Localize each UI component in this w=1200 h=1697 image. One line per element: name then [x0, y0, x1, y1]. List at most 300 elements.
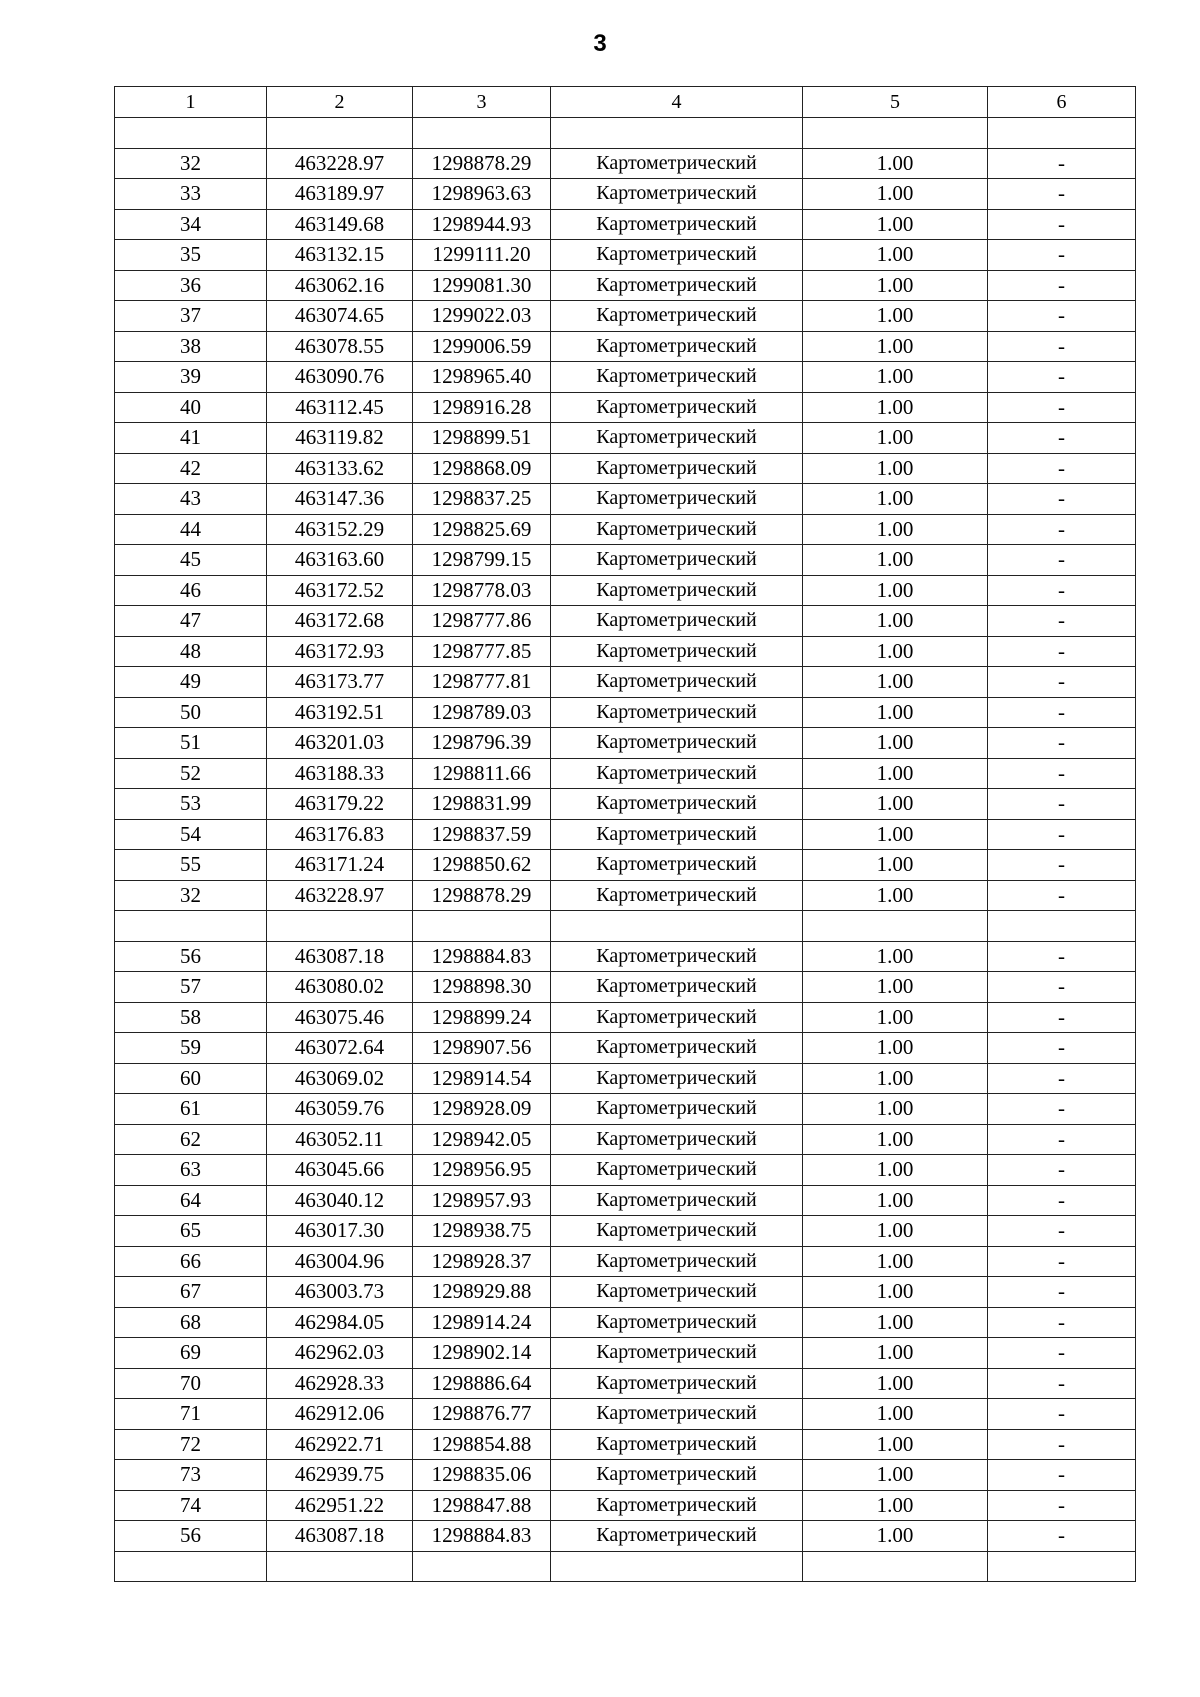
- table-cell: Картометрический: [551, 789, 803, 820]
- table-cell: Картометрический: [551, 545, 803, 576]
- table-row: [115, 1460, 1136, 1491]
- table-cell: 1299081.30: [413, 270, 551, 301]
- table-cell: 1298929.88: [413, 1277, 551, 1308]
- table-cell: 462939.75: [267, 1460, 413, 1491]
- table-cell: 462922.71: [267, 1429, 413, 1460]
- table-cell: [115, 1551, 267, 1582]
- table-cell: 56: [115, 941, 267, 972]
- table-cell: 54: [115, 819, 267, 850]
- table-cell: 50: [115, 697, 267, 728]
- table-cell: -: [988, 270, 1136, 301]
- table-cell: -: [988, 1399, 1136, 1430]
- table-cell: 69: [115, 1338, 267, 1369]
- table-cell: 462912.06: [267, 1399, 413, 1430]
- table-row: [115, 148, 1136, 179]
- column-header: 3: [413, 87, 551, 118]
- table-cell: 1.00: [803, 392, 988, 423]
- table-cell: 1298837.59: [413, 819, 551, 850]
- table-cell: -: [988, 1521, 1136, 1552]
- table-row: [115, 301, 1136, 332]
- table-cell: [413, 1551, 551, 1582]
- table-cell: 463112.45: [267, 392, 413, 423]
- table-cell: Картометрический: [551, 606, 803, 637]
- table-cell: 1.00: [803, 453, 988, 484]
- table-cell: 1298789.03: [413, 697, 551, 728]
- table-cell: Картометрический: [551, 1246, 803, 1277]
- table-cell: 71: [115, 1399, 267, 1430]
- table-cell: Картометрический: [551, 1338, 803, 1369]
- table-cell: 1298944.93: [413, 209, 551, 240]
- table-cell: -: [988, 972, 1136, 1003]
- table-cell: 1.00: [803, 270, 988, 301]
- table-cell: 38: [115, 331, 267, 362]
- table-cell: Картометрический: [551, 1429, 803, 1460]
- table-cell: 1298850.62: [413, 850, 551, 881]
- table-cell: -: [988, 667, 1136, 698]
- table-cell: 463078.55: [267, 331, 413, 362]
- table-cell: Картометрический: [551, 1521, 803, 1552]
- table-cell: -: [988, 697, 1136, 728]
- table-cell: 1.00: [803, 789, 988, 820]
- table-cell: Картометрический: [551, 1002, 803, 1033]
- table-cell: 463176.83: [267, 819, 413, 850]
- table-cell: -: [988, 819, 1136, 850]
- table-cell: Картометрический: [551, 850, 803, 881]
- table-cell: 1298928.09: [413, 1094, 551, 1125]
- table-row: [115, 1063, 1136, 1094]
- column-header: 1: [115, 87, 267, 118]
- table-row: [115, 1124, 1136, 1155]
- table-cell: 463062.16: [267, 270, 413, 301]
- table-cell: -: [988, 362, 1136, 393]
- table-cell: 64: [115, 1185, 267, 1216]
- table-row: [115, 728, 1136, 759]
- table-cell: 1298914.54: [413, 1063, 551, 1094]
- table-cell: -: [988, 423, 1136, 454]
- table-cell: Картометрический: [551, 1155, 803, 1186]
- table-cell: 462951.22: [267, 1490, 413, 1521]
- table-cell: 463228.97: [267, 148, 413, 179]
- table-row: [115, 1368, 1136, 1399]
- table-cell: 1298811.66: [413, 758, 551, 789]
- table-cell: -: [988, 1307, 1136, 1338]
- table-cell: -: [988, 1460, 1136, 1491]
- table-cell: 1298928.37: [413, 1246, 551, 1277]
- table-cell: 1298837.25: [413, 484, 551, 515]
- table-cell: -: [988, 484, 1136, 515]
- table-cell: 1298878.29: [413, 880, 551, 911]
- table-cell: 1298938.75: [413, 1216, 551, 1247]
- table-row: [115, 1429, 1136, 1460]
- table-cell: 1.00: [803, 1063, 988, 1094]
- table-row: [115, 1338, 1136, 1369]
- table-row: [115, 819, 1136, 850]
- table-cell: 1.00: [803, 880, 988, 911]
- table-cell: 1.00: [803, 850, 988, 881]
- table-cell: 58: [115, 1002, 267, 1033]
- table-cell: 43: [115, 484, 267, 515]
- table-cell: Картометрический: [551, 880, 803, 911]
- table-cell: -: [988, 1094, 1136, 1125]
- table-cell: 463173.77: [267, 667, 413, 698]
- table-row: [115, 972, 1136, 1003]
- table-cell: [988, 118, 1136, 149]
- table-cell: 463119.82: [267, 423, 413, 454]
- table-cell: 1298778.03: [413, 575, 551, 606]
- table-cell: -: [988, 789, 1136, 820]
- table-cell: 1298777.86: [413, 606, 551, 637]
- table-cell: 47: [115, 606, 267, 637]
- table-cell: 463017.30: [267, 1216, 413, 1247]
- table-cell: Картометрический: [551, 819, 803, 850]
- table-cell: [267, 118, 413, 149]
- table-cell: 68: [115, 1307, 267, 1338]
- table-cell: 463080.02: [267, 972, 413, 1003]
- table-cell: 33: [115, 179, 267, 210]
- table-cell: 57: [115, 972, 267, 1003]
- table-cell: Картометрический: [551, 758, 803, 789]
- table-row: [115, 1399, 1136, 1430]
- table-row: [115, 270, 1136, 301]
- table-cell: 1.00: [803, 514, 988, 545]
- table-cell: 463074.65: [267, 301, 413, 332]
- table-cell: 1298777.85: [413, 636, 551, 667]
- table-cell: Картометрический: [551, 1124, 803, 1155]
- table-row: [115, 1185, 1136, 1216]
- table-cell: [551, 1551, 803, 1582]
- column-header: 2: [267, 87, 413, 118]
- table-cell: -: [988, 1033, 1136, 1064]
- table-row: [115, 484, 1136, 515]
- table-cell: Картометрический: [551, 667, 803, 698]
- table-row: [115, 606, 1136, 637]
- table-cell: Картометрический: [551, 941, 803, 972]
- table-cell: 72: [115, 1429, 267, 1460]
- table-cell: Картометрический: [551, 301, 803, 332]
- table-cell: -: [988, 1429, 1136, 1460]
- table-cell: -: [988, 240, 1136, 271]
- table-cell: [413, 911, 551, 942]
- table-cell: Картометрический: [551, 392, 803, 423]
- table-cell: Картометрический: [551, 240, 803, 271]
- table-cell: 463201.03: [267, 728, 413, 759]
- table-cell: 1299111.20: [413, 240, 551, 271]
- table-cell: 55: [115, 850, 267, 881]
- table-cell: -: [988, 606, 1136, 637]
- table-row: [115, 1155, 1136, 1186]
- table-cell: 1.00: [803, 240, 988, 271]
- table-cell: 1.00: [803, 1124, 988, 1155]
- table-cell: 53: [115, 789, 267, 820]
- table-cell: 1.00: [803, 1338, 988, 1369]
- table-cell: 44: [115, 514, 267, 545]
- table-cell: 1.00: [803, 728, 988, 759]
- table-cell: -: [988, 1490, 1136, 1521]
- table-cell: [115, 911, 267, 942]
- table-cell: 46: [115, 575, 267, 606]
- table-cell: 463090.76: [267, 362, 413, 393]
- table-cell: [551, 118, 803, 149]
- table-row: [115, 1277, 1136, 1308]
- table-cell: 1.00: [803, 667, 988, 698]
- table-cell: 463149.68: [267, 209, 413, 240]
- table-cell: 463228.97: [267, 880, 413, 911]
- table-cell: 1298831.99: [413, 789, 551, 820]
- table-row: [115, 1033, 1136, 1064]
- table-cell: 37: [115, 301, 267, 332]
- table-cell: Картометрический: [551, 514, 803, 545]
- table-cell: -: [988, 514, 1136, 545]
- table-cell: 59: [115, 1033, 267, 1064]
- table-cell: 51: [115, 728, 267, 759]
- table-cell: 1298907.56: [413, 1033, 551, 1064]
- table-cell: 463152.29: [267, 514, 413, 545]
- table-cell: 1.00: [803, 301, 988, 332]
- table-row: [115, 911, 1136, 942]
- table-cell: 42: [115, 453, 267, 484]
- table-cell: 1.00: [803, 1368, 988, 1399]
- table-cell: 1.00: [803, 1094, 988, 1125]
- table-row: [115, 118, 1136, 149]
- table-cell: 463040.12: [267, 1185, 413, 1216]
- table-cell: Картометрический: [551, 1185, 803, 1216]
- table-cell: -: [988, 1155, 1136, 1186]
- table-cell: Картометрический: [551, 148, 803, 179]
- table-cell: 1.00: [803, 1033, 988, 1064]
- table-cell: -: [988, 1277, 1136, 1308]
- table-cell: 1.00: [803, 697, 988, 728]
- table-cell: 45: [115, 545, 267, 576]
- table-cell: 463172.52: [267, 575, 413, 606]
- table-cell: 1.00: [803, 331, 988, 362]
- table-cell: 32: [115, 880, 267, 911]
- table-cell: 56: [115, 1521, 267, 1552]
- table-cell: 463188.33: [267, 758, 413, 789]
- table-cell: 1298876.77: [413, 1399, 551, 1430]
- table-cell: 1299022.03: [413, 301, 551, 332]
- table-cell: -: [988, 758, 1136, 789]
- table-cell: 463172.93: [267, 636, 413, 667]
- table-row: [115, 1094, 1136, 1125]
- table-row: [115, 545, 1136, 576]
- table-cell: 1.00: [803, 423, 988, 454]
- table-cell: 1298884.83: [413, 941, 551, 972]
- table-cell: -: [988, 1185, 1136, 1216]
- table-cell: 463059.76: [267, 1094, 413, 1125]
- table-cell: 41: [115, 423, 267, 454]
- table-cell: Картометрический: [551, 972, 803, 1003]
- table-cell: 463171.24: [267, 850, 413, 881]
- table-row: [115, 636, 1136, 667]
- table-cell: Картометрический: [551, 1277, 803, 1308]
- table-cell: 1.00: [803, 606, 988, 637]
- table-cell: 1.00: [803, 758, 988, 789]
- table-cell: 463052.11: [267, 1124, 413, 1155]
- table-cell: [803, 1551, 988, 1582]
- table-cell: -: [988, 331, 1136, 362]
- table-cell: 1298916.28: [413, 392, 551, 423]
- table-cell: Картометрический: [551, 1460, 803, 1491]
- table-row: [115, 423, 1136, 454]
- table-cell: 1298963.63: [413, 179, 551, 210]
- table-cell: 463132.15: [267, 240, 413, 271]
- table-cell: 1298777.81: [413, 667, 551, 698]
- table-cell: 1298942.05: [413, 1124, 551, 1155]
- table-cell: -: [988, 1002, 1136, 1033]
- table-cell: [988, 911, 1136, 942]
- table-row: [115, 179, 1136, 210]
- table-cell: Картометрический: [551, 453, 803, 484]
- table-cell: 1.00: [803, 545, 988, 576]
- table-cell: 36: [115, 270, 267, 301]
- table-cell: 1.00: [803, 972, 988, 1003]
- table-cell: Картометрический: [551, 209, 803, 240]
- table-cell: 1.00: [803, 1307, 988, 1338]
- table-cell: -: [988, 941, 1136, 972]
- table-cell: 1298902.14: [413, 1338, 551, 1369]
- table-cell: -: [988, 728, 1136, 759]
- table-cell: 35: [115, 240, 267, 271]
- table-cell: 1298825.69: [413, 514, 551, 545]
- table-cell: 1.00: [803, 575, 988, 606]
- table-row: [115, 1002, 1136, 1033]
- table-cell: 463087.18: [267, 1521, 413, 1552]
- table-cell: 1.00: [803, 1460, 988, 1491]
- table-cell: 39: [115, 362, 267, 393]
- table-cell: [267, 1551, 413, 1582]
- table-cell: 1299006.59: [413, 331, 551, 362]
- table-cell: 1.00: [803, 1155, 988, 1186]
- table-cell: 74: [115, 1490, 267, 1521]
- table-cell: 462984.05: [267, 1307, 413, 1338]
- table-cell: 1298957.93: [413, 1185, 551, 1216]
- table-row: [115, 697, 1136, 728]
- table-cell: 1.00: [803, 1490, 988, 1521]
- table-cell: 67: [115, 1277, 267, 1308]
- table-cell: Картометрический: [551, 1033, 803, 1064]
- table-cell: 1.00: [803, 209, 988, 240]
- table-cell: -: [988, 636, 1136, 667]
- table-cell: 63: [115, 1155, 267, 1186]
- coordinates-table: [114, 86, 1136, 1582]
- table-cell: [267, 911, 413, 942]
- table-row: [115, 850, 1136, 881]
- table-cell: 73: [115, 1460, 267, 1491]
- table-cell: 1298796.39: [413, 728, 551, 759]
- table-cell: 49: [115, 667, 267, 698]
- table-cell: 463045.66: [267, 1155, 413, 1186]
- table-cell: 1.00: [803, 484, 988, 515]
- table-cell: 1298868.09: [413, 453, 551, 484]
- table-cell: -: [988, 850, 1136, 881]
- table-cell: 1298835.06: [413, 1460, 551, 1491]
- table-row: [115, 453, 1136, 484]
- table-cell: 463004.96: [267, 1246, 413, 1277]
- table-cell: 462928.33: [267, 1368, 413, 1399]
- table-cell: 463003.73: [267, 1277, 413, 1308]
- table-cell: 65: [115, 1216, 267, 1247]
- table-cell: -: [988, 575, 1136, 606]
- table-cell: 463069.02: [267, 1063, 413, 1094]
- table-cell: 1.00: [803, 636, 988, 667]
- table-cell: 1298899.24: [413, 1002, 551, 1033]
- table-row: [115, 514, 1136, 545]
- table-cell: 34: [115, 209, 267, 240]
- table-cell: [803, 911, 988, 942]
- table-cell: 1298965.40: [413, 362, 551, 393]
- table-cell: -: [988, 1124, 1136, 1155]
- table-cell: 463133.62: [267, 453, 413, 484]
- coordinates-table-body: [115, 87, 1136, 1582]
- table-cell: -: [988, 880, 1136, 911]
- table-cell: 463075.46: [267, 1002, 413, 1033]
- table-cell: 32: [115, 148, 267, 179]
- table-cell: Картометрический: [551, 484, 803, 515]
- table-row: [115, 1521, 1136, 1552]
- table-row: [115, 392, 1136, 423]
- table-cell: Картометрический: [551, 1307, 803, 1338]
- table-cell: 463087.18: [267, 941, 413, 972]
- table-cell: -: [988, 1216, 1136, 1247]
- table-cell: 1.00: [803, 1277, 988, 1308]
- table-cell: 1.00: [803, 1429, 988, 1460]
- table-row: [115, 362, 1136, 393]
- table-cell: 60: [115, 1063, 267, 1094]
- table-cell: 1.00: [803, 148, 988, 179]
- table-cell: 463179.22: [267, 789, 413, 820]
- table-cell: -: [988, 1063, 1136, 1094]
- table-row: [115, 758, 1136, 789]
- table-row: [115, 1551, 1136, 1582]
- table-cell: 1298847.88: [413, 1490, 551, 1521]
- table-row: [115, 941, 1136, 972]
- table-cell: -: [988, 179, 1136, 210]
- table-row: [115, 880, 1136, 911]
- table-cell: -: [988, 1246, 1136, 1277]
- table-cell: Картометрический: [551, 1216, 803, 1247]
- table-cell: -: [988, 453, 1136, 484]
- table-cell: 1298914.24: [413, 1307, 551, 1338]
- table-cell: -: [988, 209, 1136, 240]
- table-row: [115, 1246, 1136, 1277]
- table-cell: [803, 118, 988, 149]
- table-cell: 1298854.88: [413, 1429, 551, 1460]
- table-row: [115, 1490, 1136, 1521]
- table-cell: Картометрический: [551, 697, 803, 728]
- table-cell: 463163.60: [267, 545, 413, 576]
- table-cell: Картометрический: [551, 362, 803, 393]
- table-cell: 48: [115, 636, 267, 667]
- table-cell: 1298956.95: [413, 1155, 551, 1186]
- table-row: [115, 667, 1136, 698]
- table-row: [115, 240, 1136, 271]
- table-cell: Картометрический: [551, 423, 803, 454]
- table-cell: 463072.64: [267, 1033, 413, 1064]
- column-header: 5: [803, 87, 988, 118]
- table-cell: 463147.36: [267, 484, 413, 515]
- table-cell: 1298884.83: [413, 1521, 551, 1552]
- table-cell: 1.00: [803, 1216, 988, 1247]
- table-row: [115, 575, 1136, 606]
- table-cell: -: [988, 545, 1136, 576]
- table-cell: Картометрический: [551, 1399, 803, 1430]
- table-cell: 61: [115, 1094, 267, 1125]
- table-cell: -: [988, 1368, 1136, 1399]
- table-cell: 1298899.51: [413, 423, 551, 454]
- table-cell: 1.00: [803, 1521, 988, 1552]
- table-row: [115, 331, 1136, 362]
- table-cell: 70: [115, 1368, 267, 1399]
